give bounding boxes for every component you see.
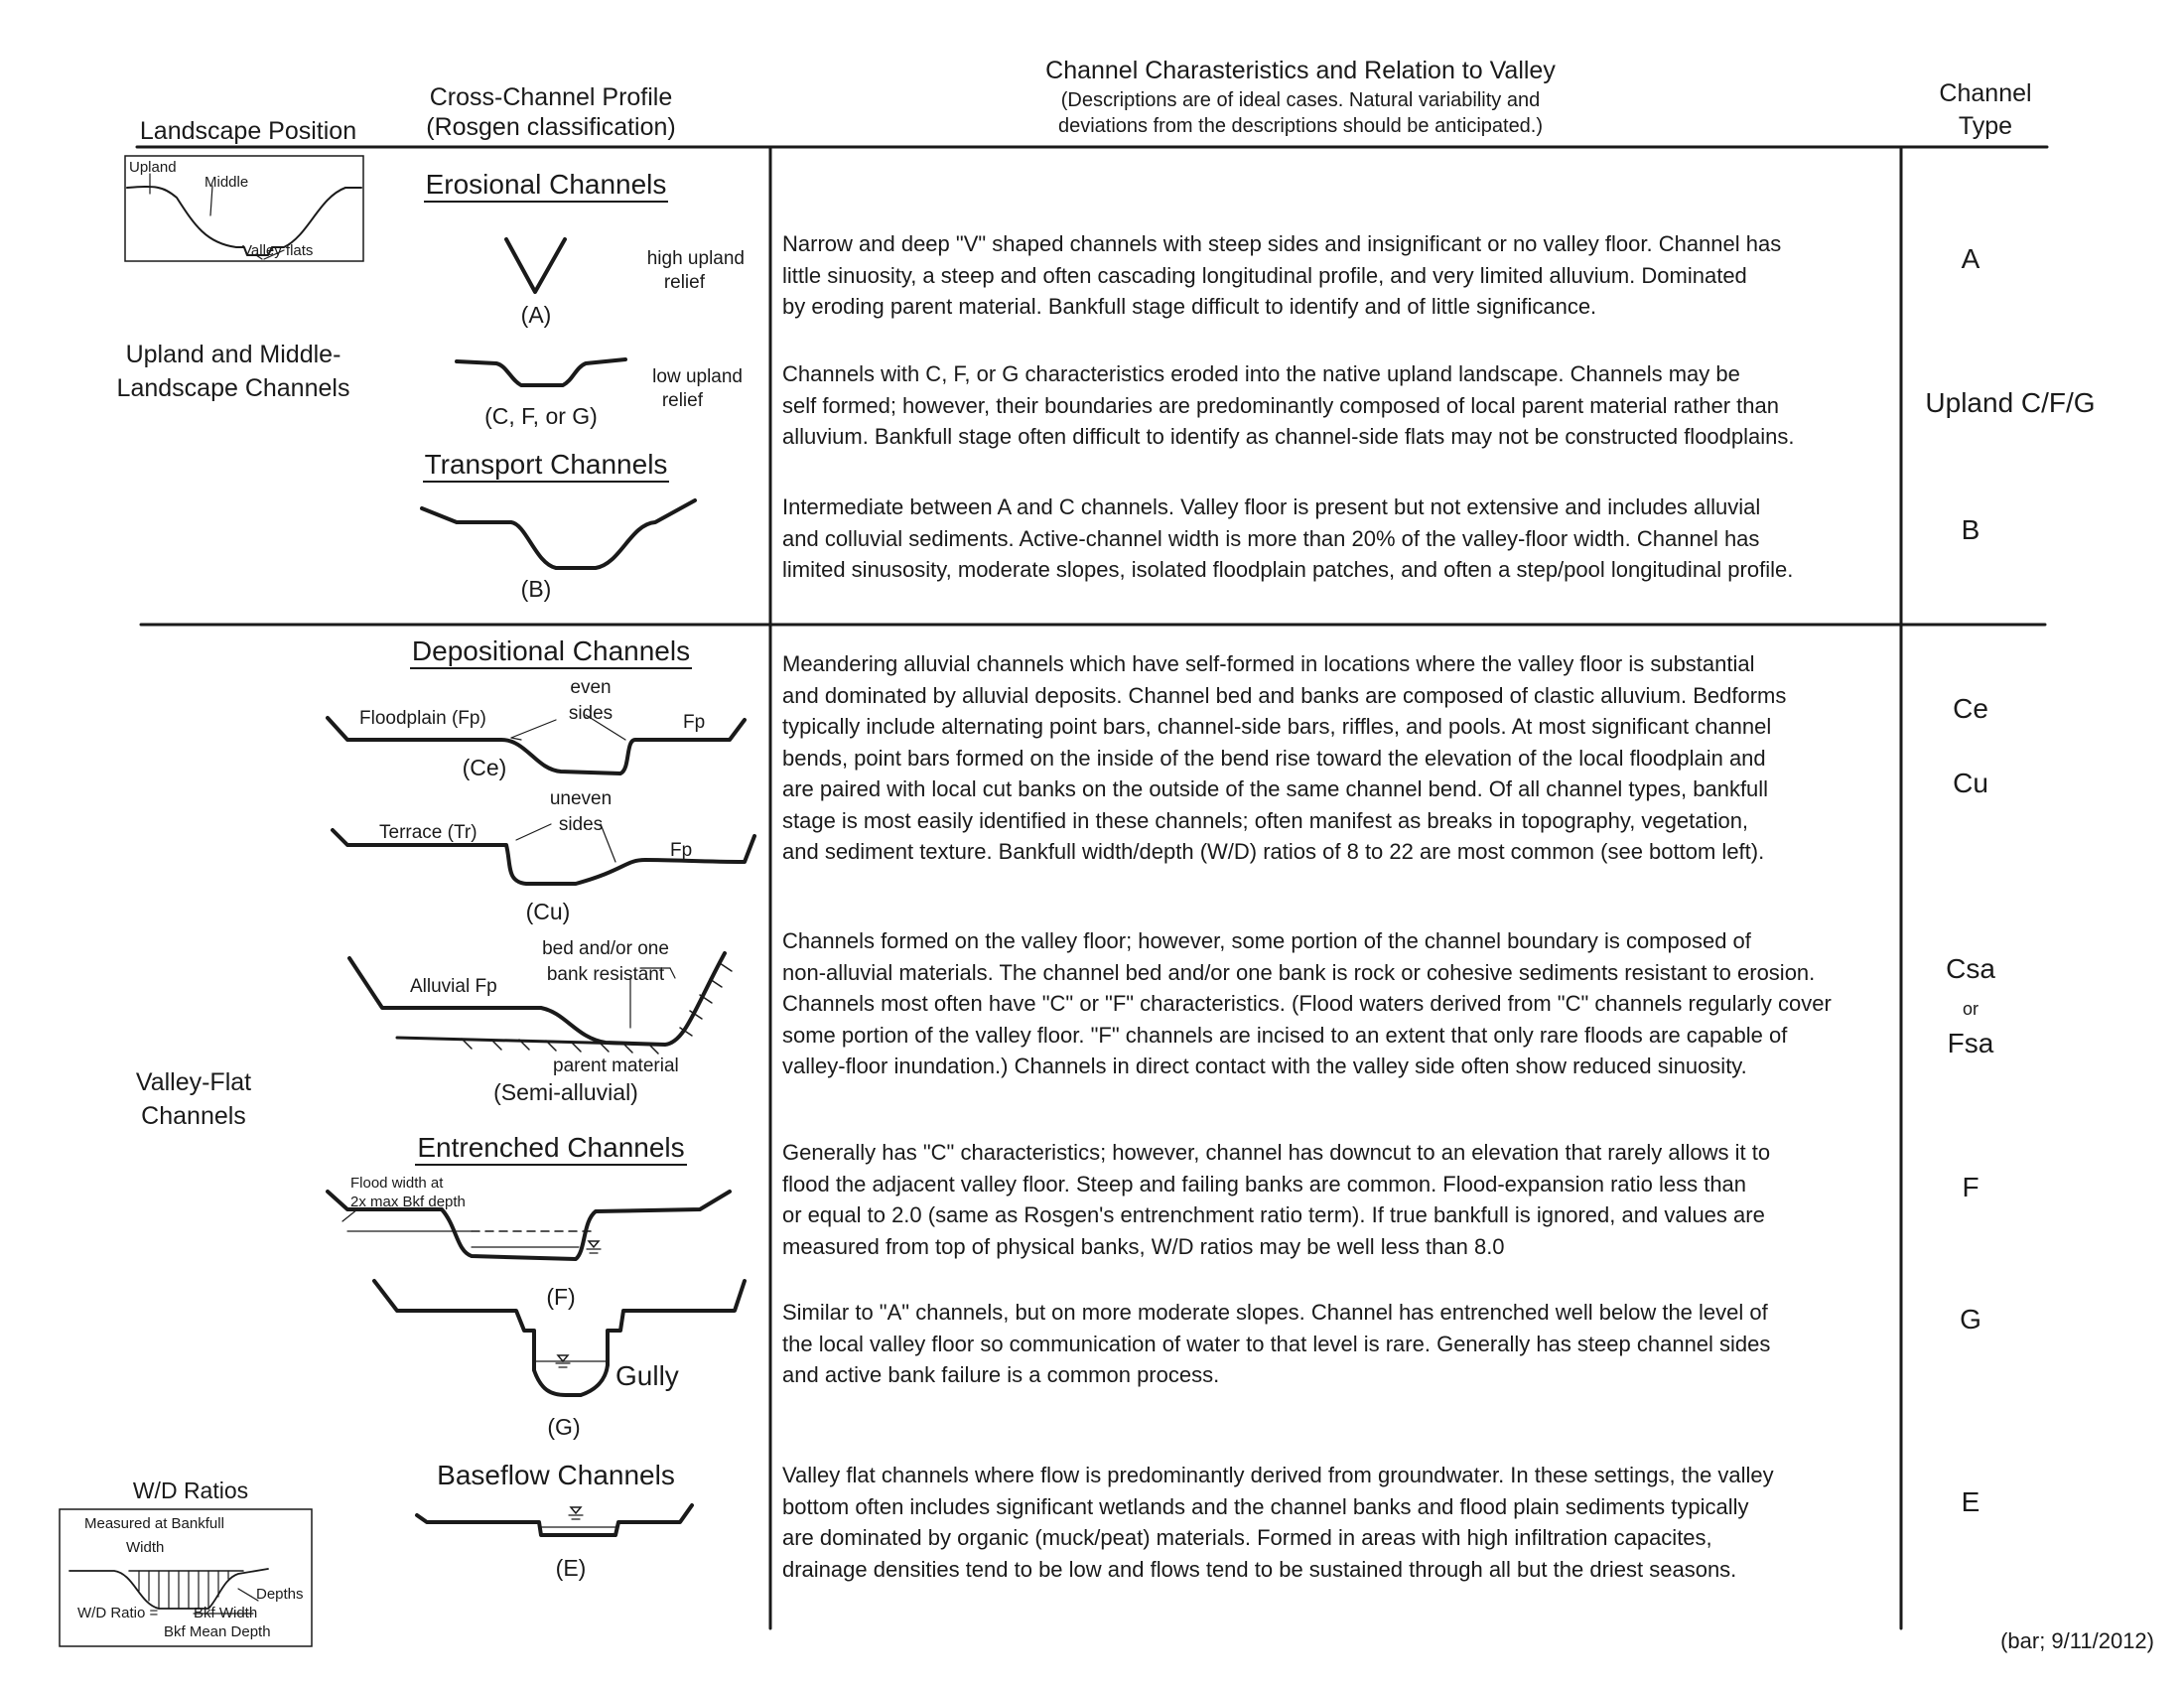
header-landscape-position: Landscape Position bbox=[139, 117, 357, 145]
profile-ce-label: (Ce) bbox=[462, 755, 507, 780]
section-baseflow-channels: Baseflow Channels bbox=[437, 1460, 675, 1490]
header-channel-type-line2: Type bbox=[1958, 112, 2013, 140]
profile-a-label: (A) bbox=[520, 302, 552, 328]
section-transport-channels: Transport Channels bbox=[397, 449, 695, 481]
profile-b-label: (B) bbox=[520, 576, 552, 602]
profile-a-diagram bbox=[501, 236, 571, 296]
profile-cfg-note-line1: low upland bbox=[652, 366, 743, 387]
description-g: Similar to "A" channels, but on more moderate slopes. Channel has entrenched well below the level of the local valley floor so communication of water to that level is rare. Generally has steep channel sides and active bank failure is a common process. bbox=[782, 1300, 1771, 1387]
channel-type-or: or bbox=[1962, 999, 1979, 1019]
profile-g-label: (G) bbox=[547, 1414, 581, 1440]
profile-g-diagram bbox=[367, 1276, 745, 1405]
profile-cfg-label: (C, F, or G) bbox=[484, 403, 598, 429]
channel-type-csa: Csa bbox=[1946, 953, 1995, 984]
profile-ce-even-line1: even bbox=[570, 677, 612, 698]
profile-f-flood-line1: Flood width at bbox=[350, 1175, 444, 1192]
wd-inset-denominator: Bkf Mean Depth bbox=[164, 1623, 271, 1640]
header-characteristics-note-line1: (Descriptions are of ideal cases. Natural variability and bbox=[1060, 89, 1541, 111]
channel-type-cu: Cu bbox=[1953, 768, 1988, 798]
channel-type-f: F bbox=[1962, 1172, 1979, 1202]
profile-f-flood-line2: 2x max Bkf depth bbox=[350, 1194, 466, 1210]
profile-e-diagram bbox=[412, 1497, 700, 1547]
channel-type-g: G bbox=[1960, 1304, 1981, 1335]
profile-b-diagram bbox=[417, 494, 705, 574]
profile-cu-label: (Cu) bbox=[525, 899, 571, 924]
header-characteristics-note-line2: deviations from the descriptions should be anticipated.) bbox=[1057, 115, 1544, 137]
profile-cu-terrace-label: Terrace (Tr) bbox=[379, 822, 478, 843]
channel-type-fsa: Fsa bbox=[1947, 1028, 1994, 1058]
description-e: Valley flat channels where flow is predominantly derived from groundwater. In these settings, the valley bottom often includes significant wetlands and the channel banks and flood plain sediments typically are dominated by organic (muck/peat) materials. Formed in areas with high infiltration capacites, drainage densities tend to be low and flows tend to be sustained through all but the driest seasons. bbox=[782, 1463, 1774, 1582]
profile-semi-alluvial-label: (Semi-alluvial) bbox=[493, 1079, 638, 1105]
profile-semi-bed-line2: bank resistant bbox=[546, 964, 665, 985]
profile-ce-fp-label: Fp bbox=[683, 712, 706, 733]
description-f: Generally has "C" characteristics; however, channel has downcut to an elevation that rarely allows it to flood the adjacent valley floor. Steep and failing banks are common. Flood-expansion ratio less than or equal to 2.0 (same as Rosgen's entrenchment ratio term). If true bankfull is ignored, and values are measured from top of physical banks, W/D ratios may be well less than 8.0 bbox=[782, 1140, 1771, 1259]
section-entrenched-channels: Entrenched Channels bbox=[397, 1132, 705, 1164]
description-a: Narrow and deep "V" shaped channels with steep sides and insignificant or no valley floor. Channel has little sinuosity, a steep and often cascading longitudinal profile, and very limited alluvium. Dominated by eroding parent material. Bankfull stage difficult to identify and of little significance. bbox=[782, 231, 1782, 319]
section-erosional-channels: Erosional Channels bbox=[397, 169, 695, 201]
profile-ce-floodplain-label: Floodplain (Fp) bbox=[359, 708, 486, 729]
inset-label-upland: Upland bbox=[129, 159, 177, 176]
profile-cfg-note-line2: relief bbox=[661, 390, 703, 411]
wd-inset-numerator: Bkf Width bbox=[194, 1605, 258, 1621]
row-label-valley-line2: Channels bbox=[141, 1102, 246, 1130]
description-c: Meandering alluvial channels which have self-formed in locations where the valley floor is substantial and dominated by alluvial deposits. Channel bed and banks are composed of clastic alluvium. Bedforms typically include alternating point bars, channel-side bars, riffles, and pools. At most significant channel bends, point bars formed on the inside of the bend rise toward the elevation of the local floodplain and are paired with local cut banks on the outside of the same channel bend. Of all channel types, bankfull stage is most easily identified in these channels; often manifest as breaks in topography, vegetation, and sediment texture. Bankfull width/depth (W/D) ratios of 8 to 22 are most common (see bottom left). bbox=[782, 651, 1787, 864]
profile-cu-uneven-line2: sides bbox=[558, 814, 604, 835]
channel-type-b: B bbox=[1961, 514, 1980, 545]
header-channel-type-line1: Channel bbox=[1939, 79, 2032, 107]
wd-inset-measured-label: Measured at Bankfull bbox=[84, 1515, 224, 1532]
header-profile-line2: (Rosgen classification) bbox=[426, 113, 676, 141]
description-upland-cfg: Channels with C, F, or G characteristics eroded into the native upland landscape. Channels may be self formed; however, their boundaries are predominantly composed of local parent material rather than alluvium. Bankfull stage often difficult to identify as channel-side flats may not be constructed floodplains. bbox=[782, 361, 1795, 449]
header-characteristics-title: Channel Charasteristics and Relation to Valley bbox=[1045, 57, 1556, 84]
wd-inset-width-label: Width bbox=[126, 1539, 165, 1556]
profile-semi-bed-line1: bed and/or one bbox=[542, 938, 669, 959]
section-depositional-channels: Depositional Channels bbox=[392, 635, 710, 667]
wd-inset-depths-label: Depths bbox=[256, 1586, 304, 1603]
description-semi-alluvial: Channels formed on the valley floor; however, some portion of the channel boundary is composed of non-alluvial materials. The channel bed and/or one bank is rock or cohesive sediments resistant to erosion. Channels most often have "C" or "F" characteristics. (Flood waters derived from "C" channels regularly cover some portion of the valley floor. "F" channels are incised to an extent that only rare floods are capable of valley-floor inundation.) Channels in direct contact with the valley side often show reduced sinuosity. bbox=[782, 928, 1832, 1078]
row-label-upland-line2: Landscape Channels bbox=[116, 374, 350, 402]
wd-inset-title: W/D Ratios bbox=[132, 1477, 249, 1503]
inset-label-valley-flats: Valley flats bbox=[242, 242, 314, 259]
channel-type-a: A bbox=[1961, 243, 1980, 274]
profile-f-label: (F) bbox=[546, 1284, 576, 1310]
profile-cu-uneven-line1: uneven bbox=[549, 788, 613, 809]
profile-semi-parent-label: parent material bbox=[553, 1055, 679, 1076]
profile-e-label: (E) bbox=[555, 1555, 587, 1581]
profile-a-note-line2: relief bbox=[663, 272, 705, 293]
wd-inset-ratio-label: W/D Ratio = bbox=[77, 1605, 159, 1621]
profile-cu-fp-label: Fp bbox=[670, 840, 693, 861]
header-profile-line1: Cross-Channel Profile bbox=[429, 83, 673, 111]
inset-label-middle: Middle bbox=[205, 174, 249, 191]
channel-type-ce: Ce bbox=[1953, 693, 1988, 724]
row-label-upland-line1: Upland and Middle- bbox=[125, 341, 341, 368]
profile-semi-alluvial-fp-label: Alluvial Fp bbox=[410, 976, 497, 997]
channel-type-upland-cfg: Upland C/F/G bbox=[1925, 387, 2096, 418]
channel-type-e: E bbox=[1961, 1486, 1980, 1517]
row-label-valley-line1: Valley-Flat bbox=[135, 1068, 252, 1096]
footer-credit: (bar; 9/11/2012) bbox=[2000, 1628, 2154, 1653]
profile-g-gully-label: Gully bbox=[615, 1360, 679, 1391]
profile-ce-even-line2: sides bbox=[568, 703, 614, 724]
description-b: Intermediate between A and C channels. Valley floor is present but not extensive and includes alluvial and colluvial sediments. Active-channel width is more than 20% of the valley-floor width. Channel has limited sinusosity, moderate slopes, isolated floodplain patches, and often a step/pool longitudinal profile. bbox=[782, 494, 1794, 582]
profile-cfg-diagram bbox=[452, 355, 630, 395]
profile-a-note-line1: high upland bbox=[646, 248, 745, 269]
